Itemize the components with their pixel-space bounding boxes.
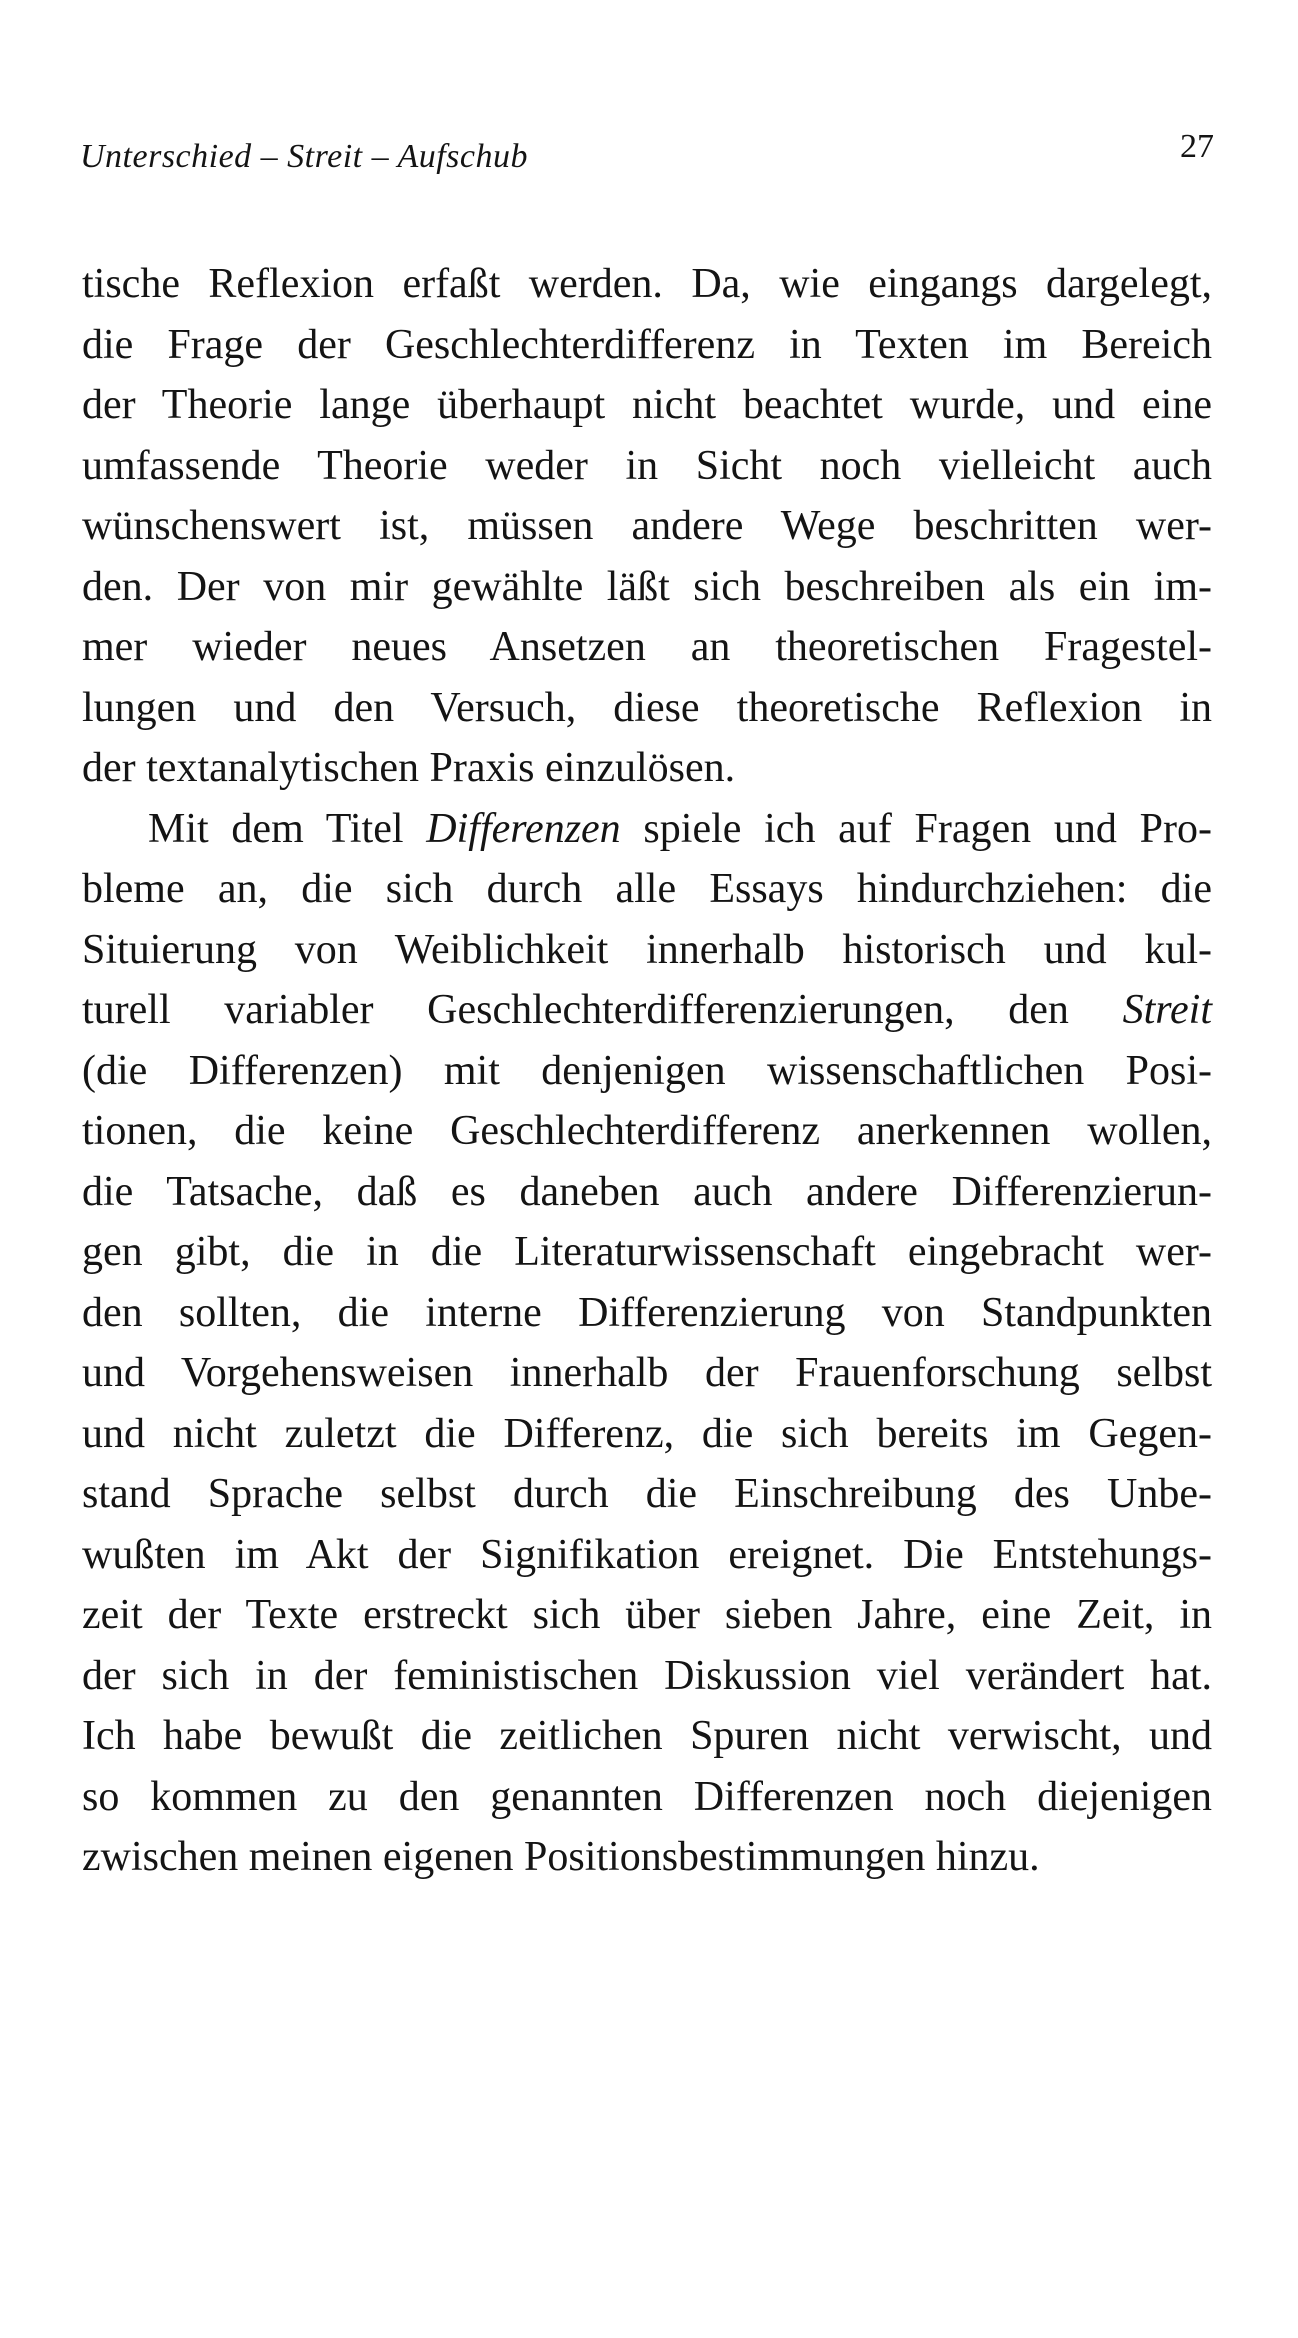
text-line: zeit der Texte erstreckt sich über sieben Jahre, eine Zeit, in bbox=[82, 1592, 1212, 1638]
text-line: den. Der von mir gewählte läßt sich beschreiben als ein im- bbox=[82, 563, 1212, 610]
text-line: tische Reflexion erfaßt werden. Da, wie eingangs dargelegt, bbox=[82, 261, 1212, 307]
text-line: zwischen meinen eigenen Positionsbestimmungen hinzu. bbox=[82, 1834, 1040, 1880]
paragraph-1 bbox=[82, 254, 1212, 799]
text-line: der Theorie lange überhaupt nicht beachtet wurde, und eine bbox=[82, 382, 1212, 428]
text-line: die Frage der Geschlechterdifferenz in Texten im Bereich bbox=[82, 321, 1212, 368]
text-line: und nicht zuletzt die Differenz, die sich bereits im Gegen- bbox=[82, 1410, 1212, 1457]
text-line: umfassende Theorie weder in Sicht noch vielleicht auch bbox=[82, 442, 1212, 489]
text-line: stand Sprache selbst durch die Einschreibung des Unbe- bbox=[82, 1471, 1212, 1517]
text-line: Ich habe bewußt die zeitlichen Spuren nicht verwischt, und bbox=[82, 1713, 1212, 1759]
text-line: (die Differenzen) mit denjenigen wissenschaftlichen Posi- bbox=[82, 1047, 1212, 1094]
text-line: der sich in der feministischen Diskussion viel verändert hat. bbox=[82, 1652, 1212, 1699]
text-line: tionen, die keine Geschlechterdifferenz anerkennen wollen, bbox=[82, 1108, 1212, 1154]
text-segment: turell variabler Geschlechterdifferenzierungen, den bbox=[82, 987, 1123, 1033]
text-line: den sollten, die interne Differenzierung von Standpunkten bbox=[82, 1289, 1212, 1336]
text-line: bleme an, die sich durch alle Essays hindurchziehen: die bbox=[82, 866, 1212, 912]
italic-title: Differenzen bbox=[426, 805, 621, 852]
text-line: mer wieder neues Ansetzen an theoretischen Fragestel- bbox=[82, 624, 1212, 670]
text-segment: spiele ich auf Fragen und Pro- bbox=[620, 805, 1212, 852]
text-line: wünschenswert ist, müssen andere Wege beschritten wer- bbox=[82, 503, 1212, 549]
paragraph-2 bbox=[82, 799, 1212, 1888]
italic-term: Streit bbox=[1122, 987, 1212, 1033]
body-text bbox=[82, 254, 1212, 1888]
text-line: lungen und den Versuch, diese theoretische Reflexion in bbox=[82, 684, 1212, 731]
text-line: so kommen zu den genannten Differenzen noch diejenigen bbox=[82, 1773, 1212, 1820]
text-line bbox=[82, 799, 1212, 860]
text-line: gen gibt, die in die Literaturwissenschaft eingebracht wer- bbox=[82, 1229, 1212, 1275]
text-line: wußten im Akt der Signifikation ereignet. Die Entstehungs- bbox=[82, 1531, 1212, 1578]
page-number: 27 bbox=[1180, 128, 1214, 165]
text-line: Situierung von Weiblichkeit innerhalb historisch und kul- bbox=[82, 926, 1212, 973]
text-line: der textanalytischen Praxis einzulösen. bbox=[82, 745, 736, 791]
running-head: Unterschied – Streit – Aufschub bbox=[80, 138, 529, 175]
text-segment: Mit dem Titel bbox=[148, 805, 427, 852]
text-line bbox=[82, 980, 1212, 1041]
text-line: die Tatsache, daß es daneben auch andere Differenzierun- bbox=[82, 1168, 1212, 1215]
text-line: und Vorgehensweisen innerhalb der Frauenforschung selbst bbox=[82, 1350, 1212, 1396]
